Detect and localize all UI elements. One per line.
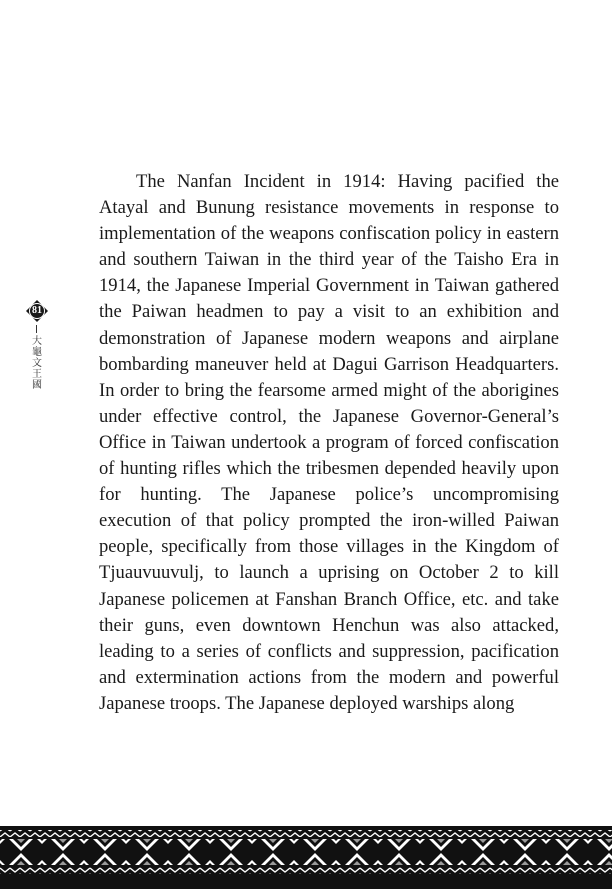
running-side-title: 大龜文王國 xyxy=(32,336,42,391)
page-number: 81 xyxy=(32,305,42,316)
page-number-badge xyxy=(26,300,48,322)
zigzag-strip-top xyxy=(0,830,612,837)
body-paragraph: The Nanfan Incident in 1914: Having pacified the Atayal and Bunung resistance movements in response to implementation of the weapons confiscation policy in eastern and southern Taiwan in the third year of the Taisho Era in 1914, the Japanese Imperial Government in Taiwan gathered the Paiwan headmen to pay a visit to an exhibition and demonstration of Japanese modern weapons and airplane bombarding maneuver held at Dagui Garrison Headquarters. In order to bring the fearsome armed might of the aborigines under effective control, the Japanese Governor-General’s Office in Taiwan undertook a program of forced confiscation of hunting rifles which the tribesmen depended heavily upon for hunting. The Japanese police’s uncompromising execution of that policy prompted the iron-willed Paiwan people, specifically from those villages in the Kingdom of Tjuauvuuvulj, to launch a uprising on October 2 to kill Japanese policemen at Fanshan Branch Office, etc. and take their guns, even downtown Henchun was also attacked, leading to a series of conflicts and suppression, pacification and extermination actions from the modern and powerful Japanese troops. The Japanese deployed warships along xyxy=(99,171,559,714)
side-divider xyxy=(36,325,37,333)
diamond-pattern-strip xyxy=(0,839,612,865)
decorative-border-band xyxy=(0,826,612,889)
zigzag-strip-bottom xyxy=(0,867,612,874)
